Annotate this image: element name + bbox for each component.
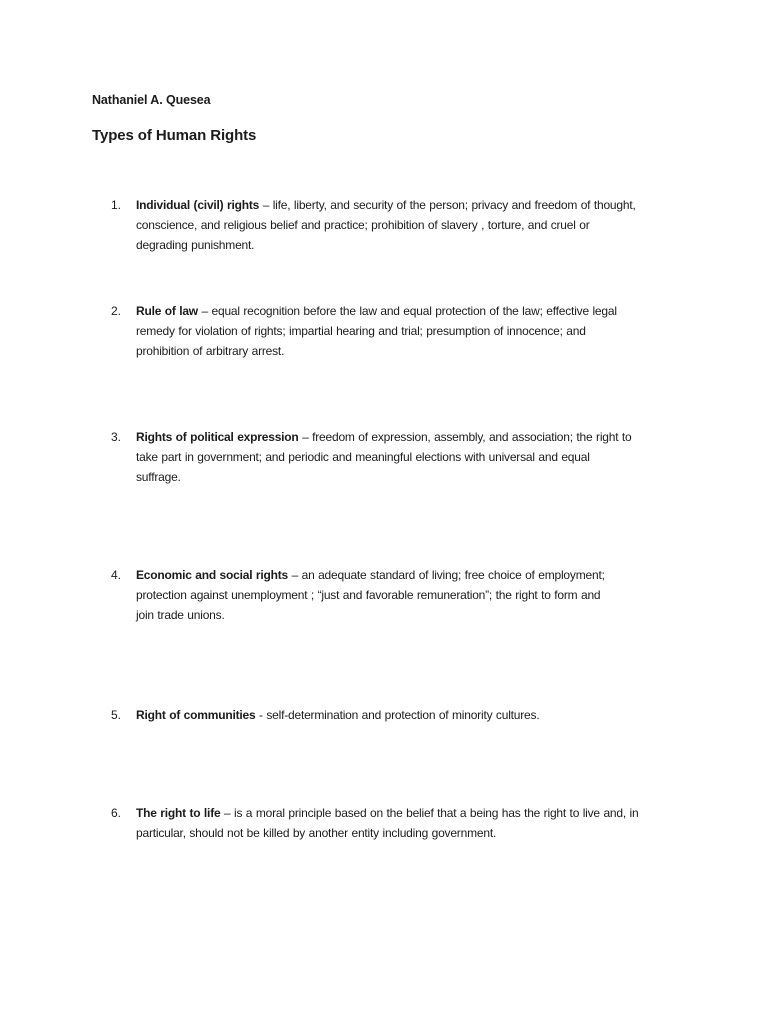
- list-item-text: [136, 301, 696, 361]
- list-item-term: Individual (civil) rights: [136, 198, 260, 212]
- list-item-line: – equal recognition before the law and equal protection of the law; effective legal: [197, 304, 617, 318]
- list-item-line: - self-determination and protection of minority cultures.: [255, 708, 540, 722]
- list-item-number: 6.: [111, 806, 122, 820]
- author-name: Nathaniel A. Quesea: [92, 93, 211, 107]
- list-item-line: conscience, and religious belief and practice; prohibition of slavery , torture, and cruel or: [136, 218, 590, 232]
- list-item-line: – is a moral principle based on the belief that a being has the right to live and, in: [220, 806, 639, 820]
- list-item-line: remedy for violation of rights; impartial hearing and trial; presumption of innocence; and: [136, 324, 586, 338]
- list-item-line: – life, liberty, and security of the person; privacy and freedom of thought,: [259, 198, 636, 212]
- list-item-line: – an adequate standard of living; free choice of employment;: [288, 568, 605, 582]
- list-item-number: 1.: [111, 198, 122, 212]
- list-item-term: Rule of law: [136, 304, 198, 318]
- list-item-text: [136, 705, 696, 725]
- list-item-text: [136, 565, 696, 625]
- list-item-term: The right to life: [136, 806, 221, 820]
- list-item-line: join trade unions.: [136, 608, 225, 622]
- list-item-line: particular, should not be killed by another entity including government.: [136, 826, 497, 840]
- list-item-term: Rights of political expression: [136, 430, 299, 444]
- document-title: Types of Human Rights: [92, 127, 257, 144]
- list-item-line: degrading punishment.: [136, 238, 255, 252]
- list-item-line: – freedom of expression, assembly, and association; the right to: [298, 430, 632, 444]
- list-item-term: Right of communities: [136, 708, 256, 722]
- list-item-text: [136, 427, 696, 487]
- list-item-text: [136, 803, 696, 843]
- list-item-line: protection against unemployment ; “just and favorable remuneration”; the right to form and: [136, 588, 601, 602]
- list-item-number: 4.: [111, 568, 122, 582]
- list-item-line: suffrage.: [136, 470, 181, 484]
- list-item-term: Economic and social rights: [136, 568, 289, 582]
- list-item-line: take part in government; and periodic and meaningful elections with universal and equal: [136, 450, 590, 464]
- list-item-text: [136, 195, 696, 255]
- list-item-number: 5.: [111, 708, 122, 722]
- list-item-number: 3.: [111, 430, 122, 444]
- list-item-line: prohibition of arbitrary arrest.: [136, 344, 285, 358]
- list-item-number: 2.: [111, 304, 122, 318]
